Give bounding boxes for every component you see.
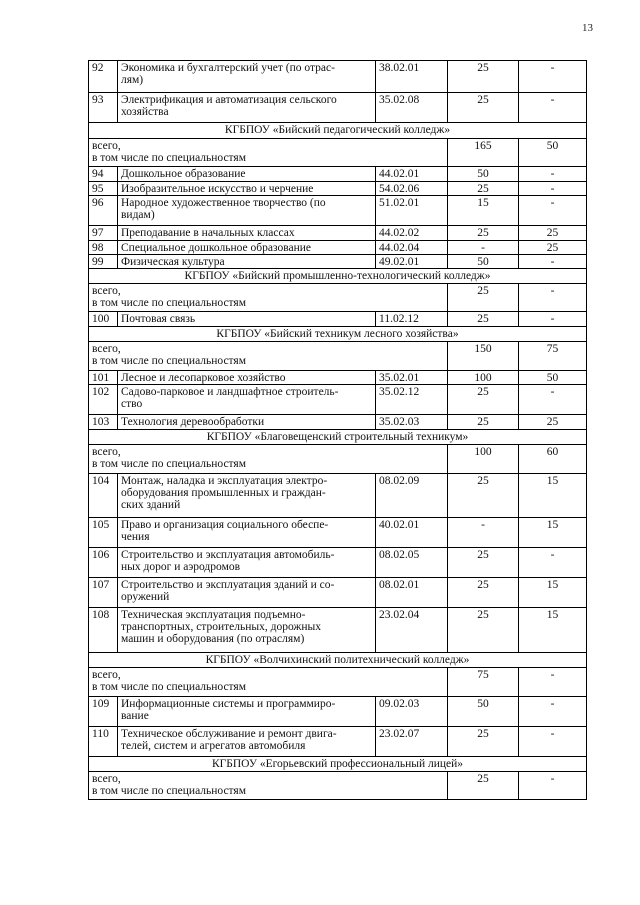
table-body (89, 61, 587, 800)
row-number: 96 (89, 196, 118, 226)
quota-value-1: 50 (448, 167, 519, 182)
specialty-name: Народное художественное творчество (по видам) (118, 196, 376, 226)
specialty-code: 49.02.01 (376, 255, 448, 269)
quota-value-1: 25 (448, 727, 519, 757)
specialty-code: 09.02.03 (376, 697, 448, 727)
total-label: всего, в том числе по специальностям (89, 139, 448, 167)
institution-header-row (89, 269, 587, 284)
specialty-name: Лесное и лесопарковое хозяйство (118, 371, 376, 385)
institution-header-row (89, 653, 587, 668)
quota-value-2: 15 (519, 518, 587, 548)
specialty-name: Электрификация и автоматизация сельского хозяйства (118, 93, 376, 123)
specialty-code: 35.02.12 (376, 385, 448, 415)
specialty-code: 23.02.04 (376, 608, 448, 653)
row-number: 98 (89, 241, 118, 255)
quota-value-2: 25 (519, 415, 587, 430)
quota-value-2: - (519, 385, 587, 415)
total-value-1: 25 (448, 284, 519, 312)
total-value-2: 60 (519, 445, 587, 474)
specialty-row (89, 61, 587, 93)
institution-header-row (89, 430, 587, 445)
total-label: всего, в том числе по специальностям (89, 668, 448, 697)
quota-value-2: - (519, 548, 587, 578)
row-number: 99 (89, 255, 118, 269)
specialty-row (89, 474, 587, 518)
total-row (89, 772, 587, 800)
quota-value-1: 50 (448, 255, 519, 269)
total-value-2: - (519, 668, 587, 697)
quota-value-2: - (519, 312, 587, 327)
specialty-row (89, 727, 587, 757)
total-row (89, 342, 587, 371)
specialty-code: 44.02.02 (376, 226, 448, 241)
row-number: 105 (89, 518, 118, 548)
specialty-row (89, 385, 587, 415)
institution-name: КГБПОУ «Волчихинский политехнический колледж» (89, 653, 587, 668)
institution-header-row (89, 123, 587, 139)
row-number: 110 (89, 727, 118, 757)
row-number: 106 (89, 548, 118, 578)
institution-name: КГБПОУ «Егорьевский профессиональный лицей» (89, 757, 587, 772)
specialty-name: Дошкольное образование (118, 167, 376, 182)
quota-value-1: 25 (448, 93, 519, 123)
institution-name: КГБПОУ «Бийский педагогический колледж» (89, 123, 587, 139)
specialty-row (89, 93, 587, 123)
institution-name: КГБПОУ «Благовещенский строительный техникум» (89, 430, 587, 445)
quota-value-1: 25 (448, 182, 519, 196)
specialty-name: Изобразительное искусство и черчение (118, 182, 376, 196)
total-value-1: 100 (448, 445, 519, 474)
institution-header-row (89, 327, 587, 342)
specialty-code: 51.02.01 (376, 196, 448, 226)
specialty-row (89, 182, 587, 196)
specialty-name: Технология деревообработки (118, 415, 376, 430)
total-row (89, 139, 587, 167)
specialty-code: 08.02.09 (376, 474, 448, 518)
quota-value-1: 15 (448, 196, 519, 226)
specialty-code: 40.02.01 (376, 518, 448, 548)
specialty-code: 23.02.07 (376, 727, 448, 757)
specialty-name: Техническая эксплуатация подъемно- транспортных, строительных, дорожных машин и оборудования (по отраслям) (118, 608, 376, 653)
row-number: 102 (89, 385, 118, 415)
specialty-name: Информационные системы и программиро- вание (118, 697, 376, 727)
total-label: всего, в том числе по специальностям (89, 445, 448, 474)
row-number: 101 (89, 371, 118, 385)
total-value-2: 50 (519, 139, 587, 167)
specialty-row (89, 608, 587, 653)
quota-value-1: 100 (448, 371, 519, 385)
specialty-name: Физическая культура (118, 255, 376, 269)
specialty-row (89, 241, 587, 255)
institution-header-row (89, 757, 587, 772)
specialty-row (89, 226, 587, 241)
specialty-name: Преподавание в начальных классах (118, 226, 376, 241)
specialty-row (89, 312, 587, 327)
quota-value-1: 50 (448, 697, 519, 727)
quota-value-2: - (519, 255, 587, 269)
quota-value-1: - (448, 518, 519, 548)
row-number: 108 (89, 608, 118, 653)
quota-value-2: 25 (519, 241, 587, 255)
specialty-name: Строительство и эксплуатация автомобиль- ных дорог и аэродромов (118, 548, 376, 578)
row-number: 95 (89, 182, 118, 196)
total-value-2: - (519, 772, 587, 800)
specialty-row (89, 415, 587, 430)
total-value-1: 25 (448, 772, 519, 800)
specialty-row (89, 548, 587, 578)
quota-value-2: - (519, 61, 587, 93)
specialty-code: 54.02.06 (376, 182, 448, 196)
specialty-name: Специальное дошкольное образование (118, 241, 376, 255)
total-row (89, 668, 587, 697)
quota-value-2: - (519, 727, 587, 757)
specialty-name: Почтовая связь (118, 312, 376, 327)
row-number: 104 (89, 474, 118, 518)
specialty-row (89, 167, 587, 182)
specialty-code: 35.02.08 (376, 93, 448, 123)
quota-value-1: 25 (448, 226, 519, 241)
quota-value-2: - (519, 182, 587, 196)
specialty-code: 08.02.01 (376, 578, 448, 608)
total-value-2: 75 (519, 342, 587, 371)
total-value-1: 75 (448, 668, 519, 697)
specialty-code: 44.02.04 (376, 241, 448, 255)
quota-value-2: - (519, 93, 587, 123)
quota-value-1: - (448, 241, 519, 255)
total-value-1: 165 (448, 139, 519, 167)
quota-value-2: 15 (519, 474, 587, 518)
specialty-row (89, 196, 587, 226)
quota-value-2: - (519, 167, 587, 182)
specialty-name: Строительство и эксплуатация зданий и со- оружений (118, 578, 376, 608)
quota-value-1: 25 (448, 415, 519, 430)
quota-value-1: 25 (448, 385, 519, 415)
institution-name: КГБПОУ «Бийский техникум лесного хозяйства» (89, 327, 587, 342)
admissions-table (88, 60, 587, 800)
institution-name: КГБПОУ «Бийский промышленно-технологический колледж» (89, 269, 587, 284)
specialty-row (89, 518, 587, 548)
quota-value-1: 25 (448, 312, 519, 327)
total-value-2: - (519, 284, 587, 312)
total-value-1: 150 (448, 342, 519, 371)
row-number: 100 (89, 312, 118, 327)
specialty-row (89, 371, 587, 385)
row-number: 93 (89, 93, 118, 123)
quota-value-2: 50 (519, 371, 587, 385)
specialty-row (89, 697, 587, 727)
specialty-code: 11.02.12 (376, 312, 448, 327)
quota-value-1: 25 (448, 608, 519, 653)
row-number: 92 (89, 61, 118, 93)
total-row (89, 284, 587, 312)
page-number: 13 (582, 22, 593, 34)
quota-value-2: - (519, 196, 587, 226)
quota-value-1: 25 (448, 474, 519, 518)
quota-value-2: - (519, 697, 587, 727)
specialty-code: 38.02.01 (376, 61, 448, 93)
specialty-code: 35.02.01 (376, 371, 448, 385)
total-label: всего, в том числе по специальностям (89, 772, 448, 800)
specialty-code: 44.02.01 (376, 167, 448, 182)
specialty-name: Экономика и бухгалтерский учет (по отрас- лям) (118, 61, 376, 93)
specialty-row (89, 255, 587, 269)
quota-value-1: 25 (448, 548, 519, 578)
specialty-name: Право и организация социального обеспе- чения (118, 518, 376, 548)
specialty-name: Техническое обслуживание и ремонт двига- телей, систем и агрегатов автомобиля (118, 727, 376, 757)
quota-value-1: 25 (448, 61, 519, 93)
specialty-code: 35.02.03 (376, 415, 448, 430)
total-label: всего, в том числе по специальностям (89, 284, 448, 312)
total-row (89, 445, 587, 474)
specialty-row (89, 578, 587, 608)
total-label: всего, в том числе по специальностям (89, 342, 448, 371)
specialty-name: Садово-парковое и ландшафтное строитель- ство (118, 385, 376, 415)
quota-value-1: 25 (448, 578, 519, 608)
quota-value-2: 25 (519, 226, 587, 241)
row-number: 97 (89, 226, 118, 241)
row-number: 94 (89, 167, 118, 182)
specialty-code: 08.02.05 (376, 548, 448, 578)
row-number: 107 (89, 578, 118, 608)
row-number: 103 (89, 415, 118, 430)
row-number: 109 (89, 697, 118, 727)
quota-value-2: 15 (519, 608, 587, 653)
quota-value-2: 15 (519, 578, 587, 608)
specialty-name: Монтаж, наладка и эксплуатация электро- оборудования промышленных и граждан- ских зданий (118, 474, 376, 518)
